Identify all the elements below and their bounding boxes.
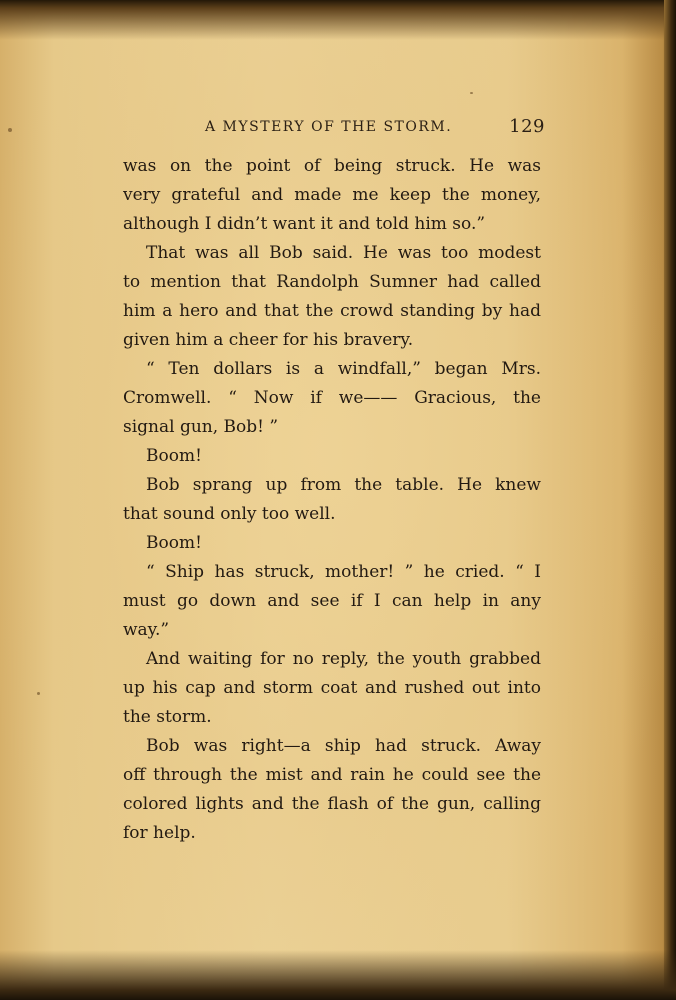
text-line: him a hero and that the crowd standing by had: [123, 301, 541, 321]
paper-speck: [470, 92, 473, 94]
text-line: Boom!: [146, 533, 202, 553]
text-line: although I didn’t want it and told him so.”: [123, 214, 486, 234]
text-line: the storm.: [123, 707, 212, 727]
paper-speck: [37, 692, 40, 695]
text-line: “ Ship has struck, mother! ” he cried. “ I: [146, 562, 541, 582]
text-line: was on the point of being struck. He was: [123, 156, 541, 176]
text-line: off through the mist and rain he could see the: [123, 765, 541, 785]
text-line: to mention that Randolph Sumner had called: [123, 272, 541, 292]
text-line: up his cap and storm coat and rushed out into: [123, 678, 541, 698]
text-line: Boom!: [146, 446, 202, 466]
page-edge-shadow: [664, 0, 676, 1000]
text-line: That was all Bob said. He was too modest: [146, 243, 541, 263]
text-line: must go down and see if I can help in any: [123, 591, 541, 611]
running-head: [205, 116, 545, 140]
text-line: Cromwell. “ Now if we—— Gracious, the: [123, 388, 541, 408]
text-line: way.”: [123, 620, 170, 640]
paper-speck: [8, 128, 12, 132]
text-line: that sound only too well.: [123, 504, 336, 524]
text-line: colored lights and the flash of the gun, calling: [123, 794, 541, 814]
text-line: “ Ten dollars is a windfall,” began Mrs.: [146, 359, 541, 379]
text-line: Bob was right—a ship had struck. Away: [146, 736, 541, 756]
text-line: given him a cheer for his bravery.: [123, 330, 414, 350]
text-line: signal gun, Bob! ”: [123, 417, 279, 437]
text-line: for help.: [123, 823, 196, 843]
text-line: And waiting for no reply, the youth grabbed: [146, 649, 541, 669]
text-line: very grateful and made me keep the money,: [123, 185, 541, 205]
page-number: 129: [509, 116, 545, 137]
running-title: A MYSTERY OF THE STORM.: [205, 119, 453, 135]
text-line: Bob sprang up from the table. He knew: [146, 475, 541, 495]
body-text: [123, 152, 541, 848]
